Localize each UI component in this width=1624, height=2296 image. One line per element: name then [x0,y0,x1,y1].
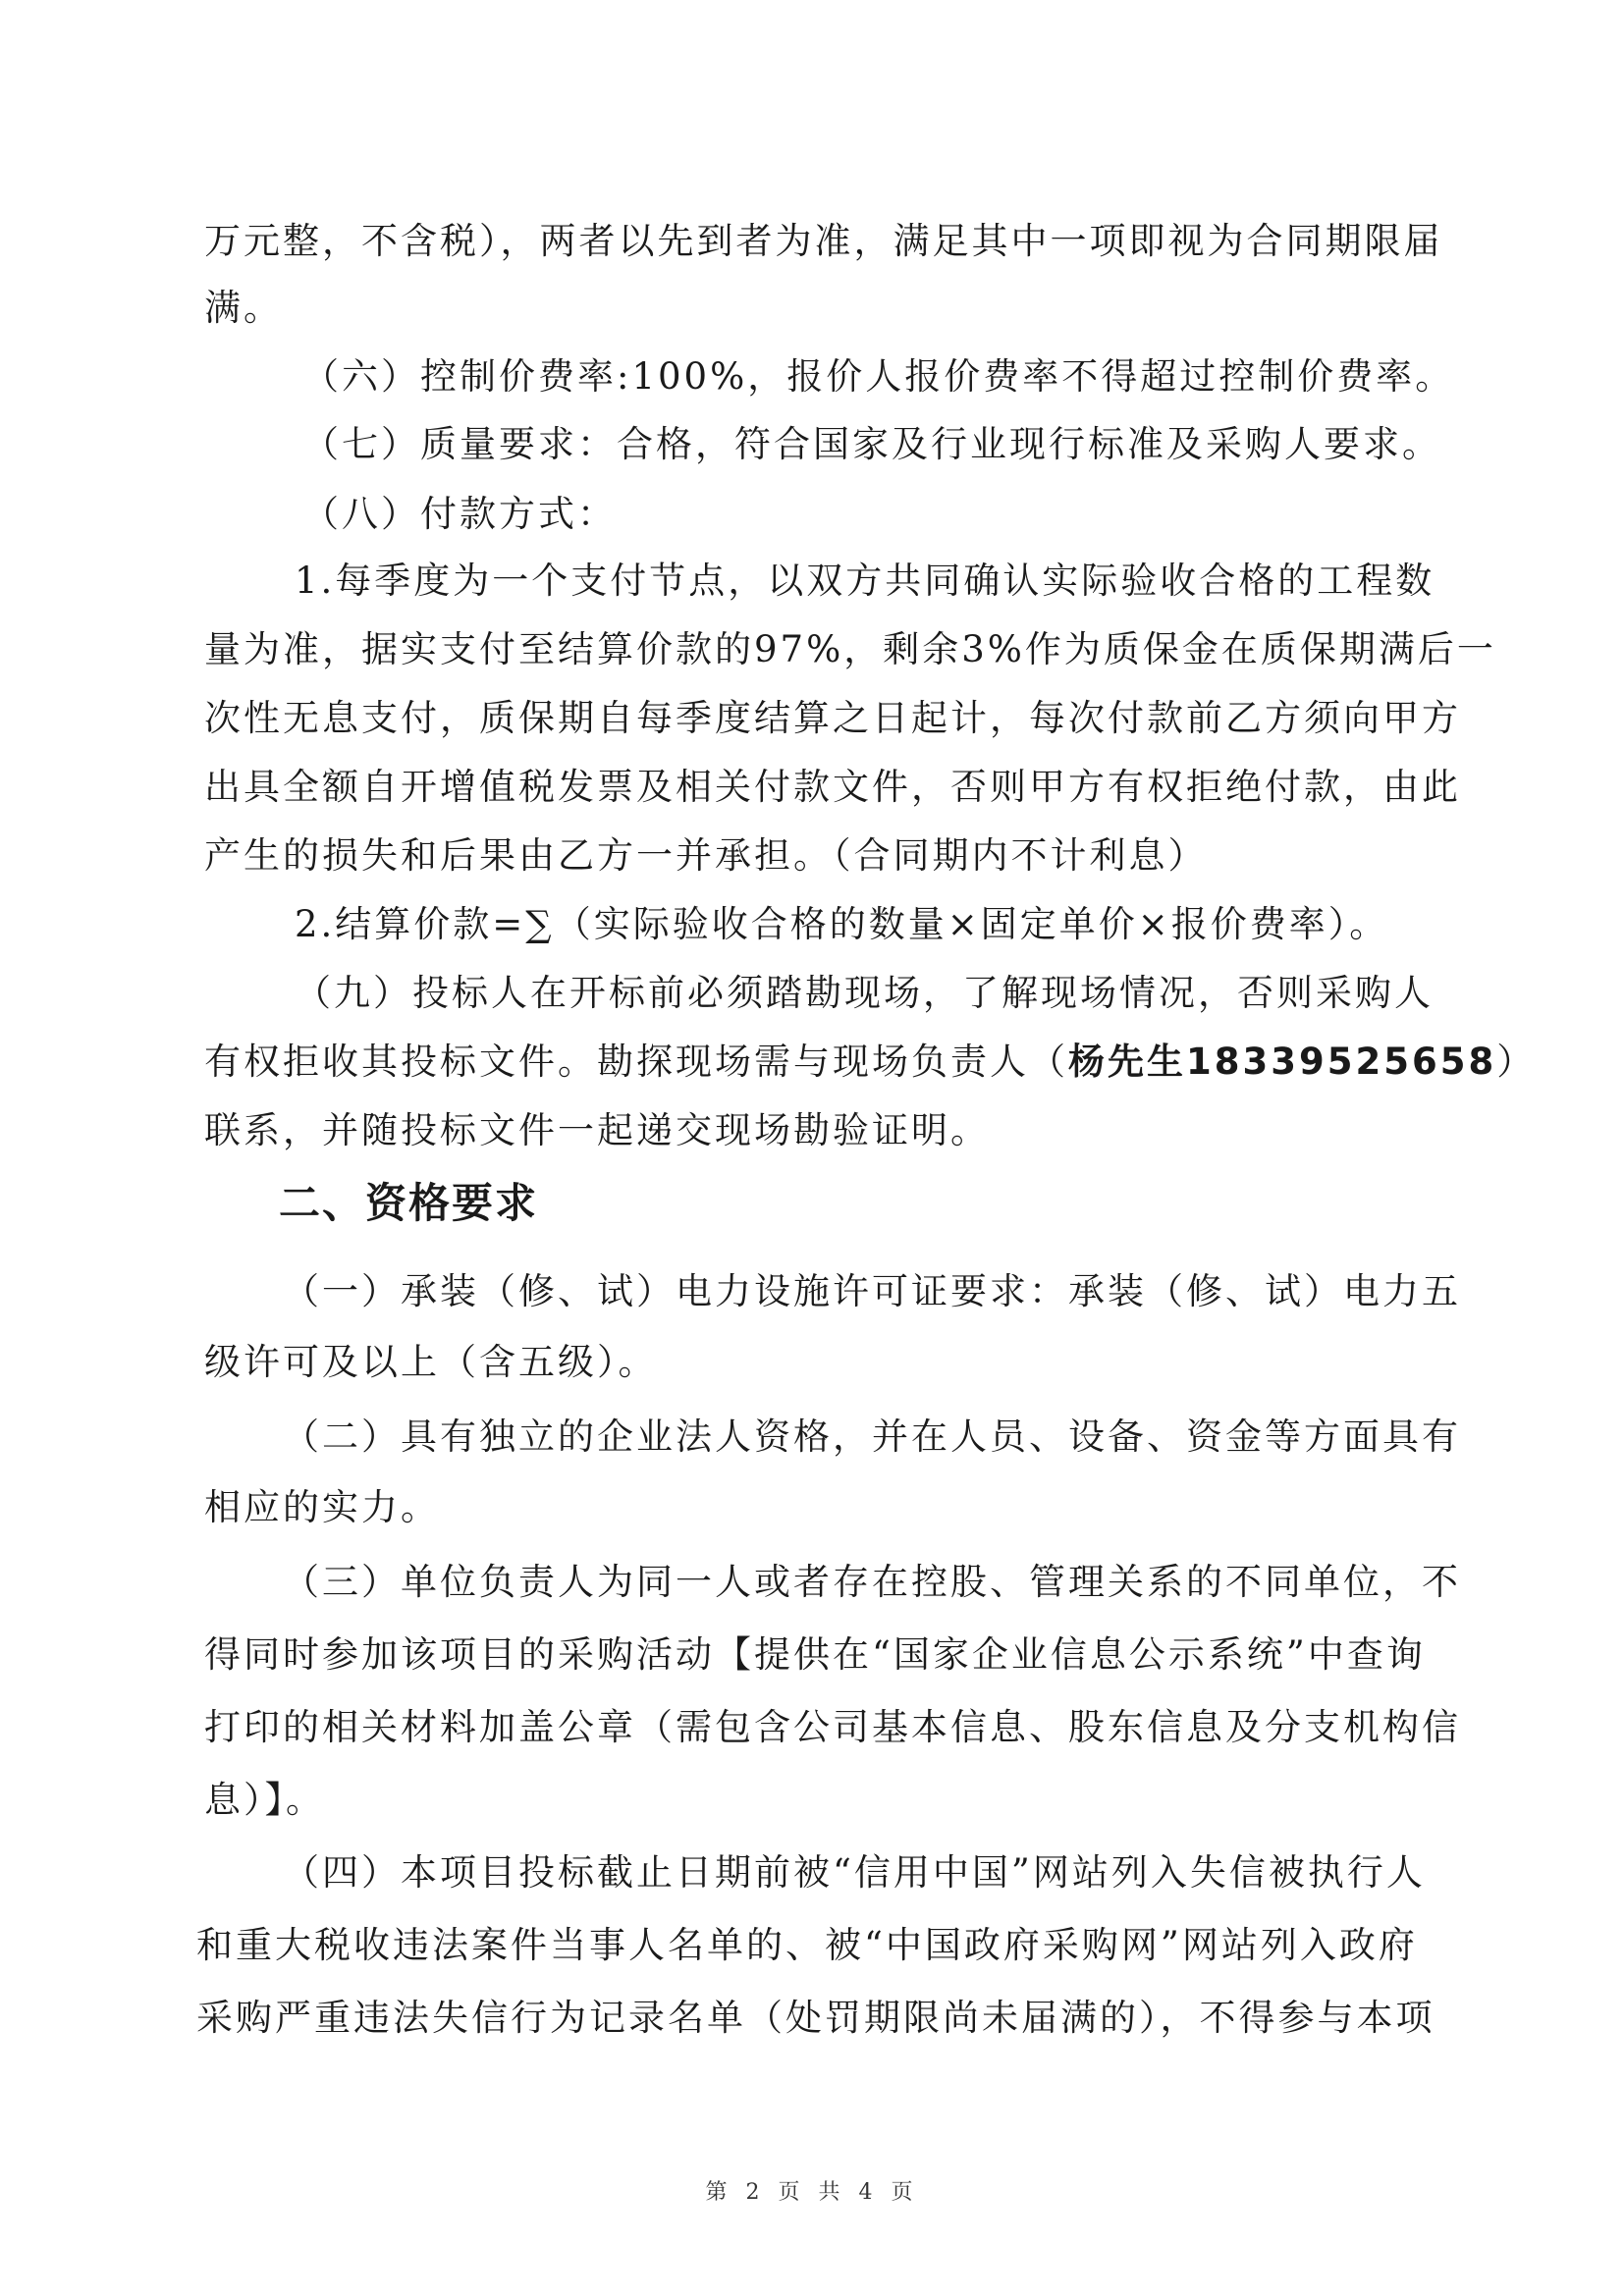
paragraph-line: 1.每季度为一个支付节点，以双方共同确认实际验收合格的工程数 [295,560,1435,602]
paragraph-line: 和重大税收违法案件当事人名单的、被“中国政府采购网”网站列入政府 [196,1924,1418,1966]
paragraph-line: 相应的实力。 [204,1486,440,1528]
paragraph-line: 万元整，不含税），两者以先到者为准，满足其中一项即视为合同期限届 [204,220,1443,262]
paragraph-line: （六）控制价费率:100%，报价人报价费率不得超过控制价费率。 [302,355,1455,398]
paragraph-line: 打印的相关材料加盖公章（需包含公司基本信息、股东信息及分支机构信 [204,1706,1461,1748]
paragraph-line: （二）具有独立的企业法人资格，并在人员、设备、资金等方面具有 [283,1415,1461,1458]
paragraph-line: 产生的损失和后果由乙方一并承担。（合同期内不计利息） [204,834,1208,877]
paragraph-line: （一）承装（修、试）电力设施许可证要求：承装（修、试）电力五 [283,1270,1461,1312]
paragraph-line: （七）质量要求：合格，符合国家及行业现行标准及采购人要求。 [302,423,1441,465]
section-heading: 二、资格要求 [279,1179,539,1227]
paragraph-line: 息）】。 [204,1779,325,1821]
paragraph-line: （八）付款方式： [302,493,617,535]
paragraph-line: 量为准，据实支付至结算价款的97%，剩余3%作为质保金在质保期满后一 [204,628,1496,670]
paragraph-line: 采购严重违法失信行为记录名单（处罚期限尚未届满的），不得参与本项 [196,1997,1435,2039]
contact-before: 有权拒收其投标文件。勘探现场需与现场负责人（ [204,1041,1068,1083]
paragraph-line: （九）投标人在开标前必须踏勘现场，了解现场情况，否则采购人 [295,972,1434,1014]
paragraph-line: 级许可及以上（含五级）。 [204,1341,658,1383]
paragraph-line: （四）本项目投标截止日期前被“信用中国”网站列入失信被执行人 [283,1851,1426,1894]
paragraph-line: （三）单位负责人为同一人或者存在控股、管理关系的不同单位，不 [283,1561,1461,1603]
paragraph-line: 出具全额自开增值税发票及相关付款文件，否则甲方有权拒绝付款，由此 [204,766,1461,808]
contact-line [204,1037,1536,1088]
page-footer: 第 2 页 共 4 页 [705,2180,919,2205]
paragraph-line: 满。 [204,287,283,329]
contact-person: 杨先生18339525658 [1068,1041,1497,1083]
paragraph-line: 联系，并随投标文件一起递交现场勘验证明。 [204,1109,990,1151]
paragraph-line: 得同时参加该项目的采购活动【提供在“国家企业信息公示系统”中查询 [204,1633,1426,1676]
paragraph-line: 2.结算价款=∑（实际验收合格的数量×固定单价×报价费率）。 [295,903,1389,945]
contact-after: ） [1496,1041,1537,1083]
paragraph-line: 次性无息支付，质保期自每季度结算之日起计，每次付款前乙方须向甲方 [204,697,1461,739]
